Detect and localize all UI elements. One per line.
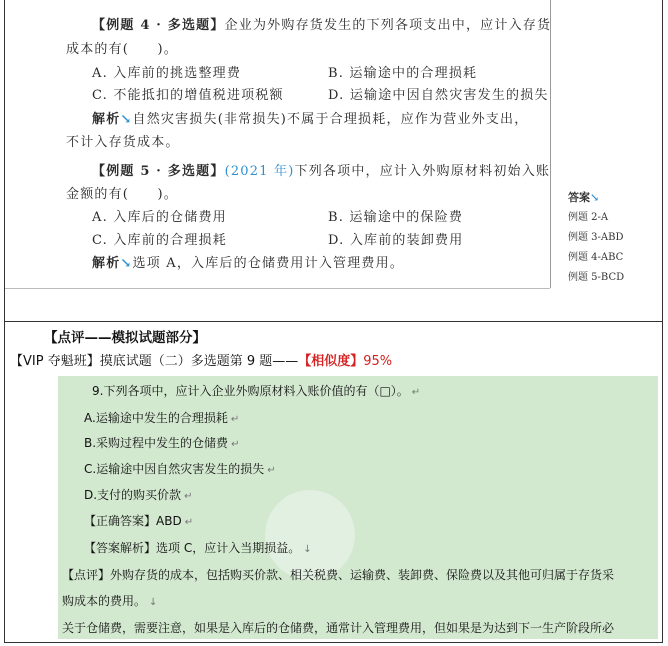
q4-option-b: B. 运输途中的合理损耗: [328, 66, 478, 81]
q4-analysis-text: 自然灾害损失(非常损失)不属于合理损耗，应作为营业外支出，: [132, 112, 529, 127]
q5-stem-line2: 金额的有( )。: [66, 187, 178, 202]
exam-option-c: C.运输途中因自然灾害发生的损失 ↵: [84, 462, 276, 476]
subtitle-prefix: 【VIP 夺魁班】摸底试题（二）多选题第 9 题——: [10, 354, 299, 369]
similarity-label: 【相似度】: [298, 354, 364, 369]
exam-option-b: B.采购过程中发生的仓储费 ↵: [84, 436, 240, 450]
q5-option-c: C. 入库前的合理损耗: [92, 233, 227, 248]
q5-stem-text: 下列各项中，应计入外购原材料初始入账: [294, 164, 551, 179]
q5-option-a: A. 入库后的仓储费用: [92, 210, 227, 225]
arrow-icon: ↘: [120, 112, 133, 127]
q5-year: (2021 年): [224, 164, 295, 179]
q4-stem-line2: 成本的有( )。: [66, 42, 178, 57]
answer-item: 例题 3-ABD: [568, 232, 624, 243]
down-mark-icon: ↓: [303, 544, 312, 555]
q5-analysis-line1: [92, 252, 404, 271]
q5-title: 【例题 5 · 多选题】: [92, 164, 225, 179]
answer-item: 例题 4-ABC: [568, 252, 624, 263]
return-mark-icon: ↵: [184, 491, 193, 502]
arrow-icon: ↘: [590, 191, 600, 204]
return-mark-icon: ↵: [184, 517, 194, 528]
return-mark-icon: ↵: [231, 439, 240, 450]
book-edge-line: [550, 0, 551, 288]
q5-stem-line1: [92, 160, 550, 179]
arrow-icon: ↘: [120, 256, 133, 271]
exam-comment-line1: 【点评】外购存货的成本，包括购买价款、相关税费、运输费、装卸费、保险费以及其他可归属于存货采: [62, 568, 615, 582]
q4-option-d: D. 运输途中因自然灾害发生的损失: [328, 88, 549, 103]
down-mark-icon: ↓: [149, 597, 158, 608]
q4-analysis-line2: 不计入存货成本。: [66, 135, 180, 150]
section-title: 【点评——模拟试题部分】: [44, 330, 206, 346]
exam-correct-answer: 【正确答案】ABD ↵: [84, 514, 194, 528]
answer-item: 例题 2-A: [568, 212, 609, 223]
exam-comment-line2: 购成本的费用。 ↓: [62, 594, 158, 608]
return-mark-icon: ↵: [230, 414, 240, 425]
book-bottom-line: [5, 288, 550, 289]
return-mark-icon: ↵: [267, 465, 276, 476]
q4-analysis-label: 解析: [92, 112, 121, 127]
q5-option-d: D. 入库前的装卸费用: [328, 233, 464, 248]
return-mark-icon: ↵: [411, 387, 421, 398]
exam-option-d: D.支付的购买价款 ↵: [84, 488, 193, 502]
q5-analysis-text: 选项 A，入库后的仓储费用计入管理费用。: [132, 256, 405, 271]
q4-option-a: A. 入库前的挑选整理费: [92, 66, 242, 81]
q4-stem-line1: [92, 14, 551, 33]
q4-stem-text: 企业为外购存货发生的下列各项支出中，应计入存货: [224, 18, 552, 33]
q5-analysis-label: 解析: [92, 256, 121, 271]
exam-question: 9.下列各项中，应计入企业外购原材料入账价值的有（□）。 ↵: [92, 384, 421, 398]
similarity-value: 95%: [363, 354, 393, 369]
q4-option-c: C. 不能抵扣的增值税进项税额: [92, 88, 284, 103]
section-subtitle: [10, 350, 392, 369]
exam-comment-line3: 关于仓储费，需要注意，如果是入库后的仓储费，通常计入管理费用，但如果是为达到下一生产阶段所必: [62, 621, 615, 635]
q4-title: 【例题 4 · 多选题】: [92, 18, 225, 33]
exam-option-a: A.运输途中发生的合理损耗 ↵: [84, 411, 240, 425]
q5-option-b: B. 运输途中的保险费: [328, 210, 464, 225]
answer-key: [568, 188, 624, 288]
exam-explanation: 【答案解析】选项 C，应计入当期损益。 ↓: [84, 541, 312, 555]
q4-analysis-line1: [92, 108, 528, 127]
answer-item: 例题 5-BCD: [568, 272, 625, 283]
answer-key-heading: 答案↘: [568, 191, 600, 204]
